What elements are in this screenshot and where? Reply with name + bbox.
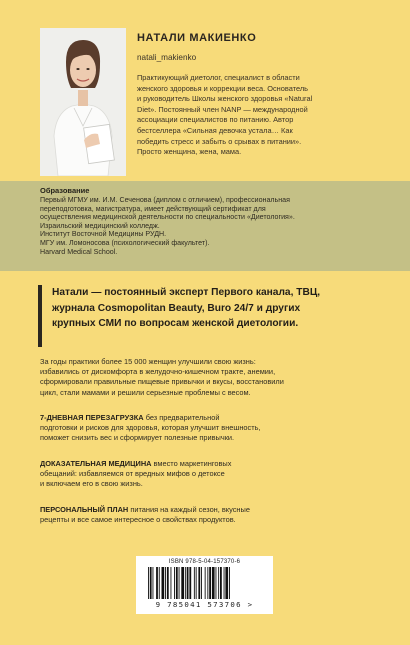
feature-heading: ПЕРСОНАЛЬНЫЙ ПЛАН	[40, 505, 129, 514]
feature-heading: 7-ДНЕВНАЯ ПЕРЕЗАГРУЗКА	[40, 413, 144, 422]
bio-line: Diet». Постоянный член NANP — международной	[137, 104, 308, 114]
intro-line: сформировали правильные пищевые привычки и вкусы, восстановили	[40, 377, 284, 387]
feature-line: подготовки и рисков для здоровья, которая улучшит внешность,	[40, 423, 261, 433]
education-line: Первый МГМУ им. И.М. Сеченова (диплом с отличием), профессиональная	[40, 196, 290, 204]
feature-text: вместо маркетинговых	[151, 459, 232, 468]
isbn-text: ISBN 978-5-04-157370-6	[168, 559, 241, 565]
intro-paragraph	[40, 357, 375, 398]
feature-line: поможет снизить вес и сформирует полезные привычки.	[40, 433, 235, 443]
feature-text: без предварительной	[143, 413, 220, 422]
bio-line: Практикующий диетолог, специалист в области	[137, 73, 300, 82]
intro-line: цикл, стали мамами и решили серьезные проблемы с весом.	[40, 387, 251, 397]
education-line: Израильский медицинский колледж.	[40, 221, 160, 230]
feature-line: рецепты и все самое интересное о свойствах продуктов.	[40, 515, 236, 525]
education-section	[0, 181, 410, 271]
education-line: МГУ им. Ломоносова (психологический факультет).	[40, 238, 210, 247]
feature-line: и включаем его в свою жизнь.	[40, 479, 143, 489]
bio-line: женского здоровья и коррекции веса. Основатель	[137, 83, 308, 93]
feature-evidence	[40, 459, 375, 490]
author-bio	[137, 73, 387, 158]
bio-line: бестселлера «Сильная девочка устала… Как	[137, 125, 293, 135]
feature-line: обещаний: избавляемся от вредных мифов о детоксе	[40, 469, 225, 479]
education-line: переподготовка, магистратура, имеет действующий сертификат для	[40, 204, 266, 213]
quote-line: Натали — постоянный эксперт Первого канала, ТВЦ,	[52, 287, 321, 298]
bio-line: и руководитель Школы женского здоровья «Natural	[137, 94, 313, 104]
education-title: Образование	[40, 186, 90, 195]
intro-line: За годы практики более 15 000 женщин улучшили свою жизнь:	[40, 357, 256, 366]
quote-line: журнала Cosmopolitan Beauty, Buro 24/7 и других	[52, 302, 301, 314]
education-line: Институт Восточной Медицины РУДН.	[40, 230, 167, 239]
feature-reset	[40, 413, 375, 444]
feature-heading: ДОКАЗАТЕЛЬНАЯ МЕДИЦИНА	[40, 459, 152, 468]
expert-quote	[38, 285, 368, 347]
ean-digits: 9 785041 573706 >	[155, 600, 254, 609]
author-handle: natali_makienko	[137, 53, 197, 62]
bio-line: победить стресс и забыть о срывах в питании».	[137, 136, 302, 146]
barcode-panel	[136, 556, 273, 614]
author-photo	[40, 28, 126, 176]
feature-text: питания на каждый сезон, вкусные	[128, 505, 250, 514]
intro-line: избавились от дискомфорта в желудочно-кишечном тракте, анемии,	[40, 367, 276, 377]
education-line: Harvard Medical School.	[40, 247, 118, 256]
author-portrait-image	[40, 28, 126, 176]
quote-line: крупных СМИ по вопросам женской диетологии.	[52, 318, 299, 329]
barcode-image	[146, 567, 264, 599]
bio-line: ассоциации специалистов по питанию. Автор	[137, 115, 294, 125]
author-name: НАТАЛИ МАКИЕНКО	[137, 32, 257, 44]
bio-line: Просто женщина, жена, мама.	[137, 147, 242, 157]
education-line: осуществления медицинской деятельности по специальности «Диетология».	[40, 213, 295, 222]
feature-plan	[40, 505, 375, 525]
